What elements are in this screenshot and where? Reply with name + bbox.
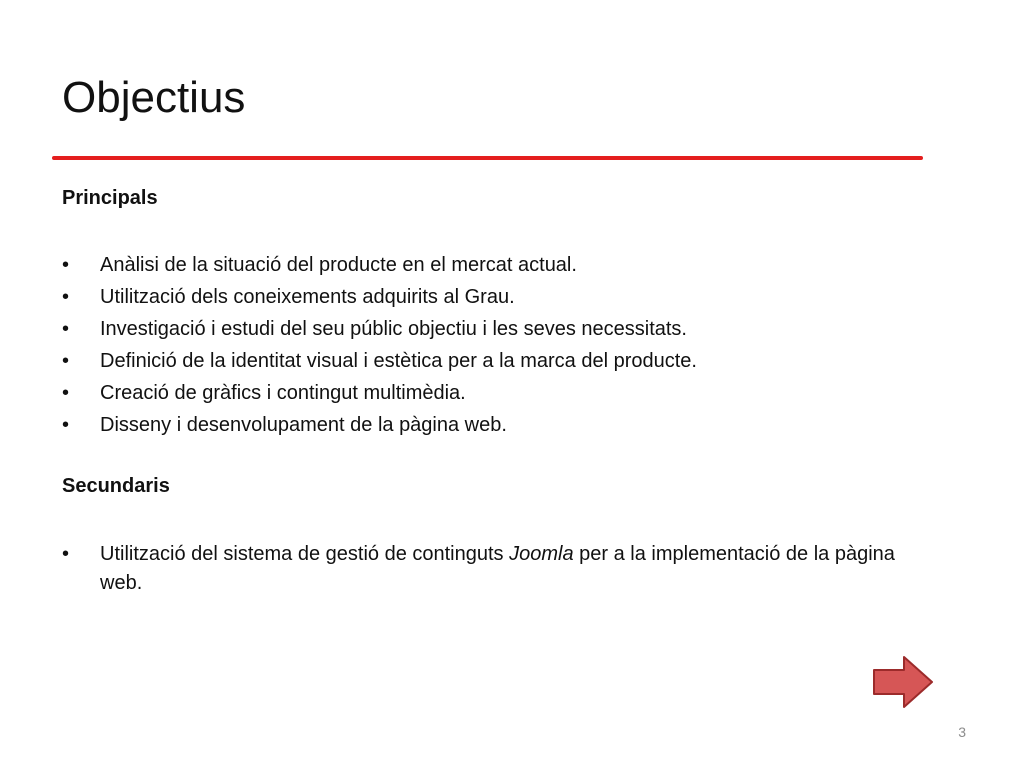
bullet-icon: • <box>62 286 70 308</box>
list-item <box>62 540 942 598</box>
page-number: 3 <box>958 724 966 740</box>
list-item-text <box>100 543 895 594</box>
list-item-text: Investigació i estudi del seu públic objectiu i les seves necessitats. <box>100 318 687 340</box>
joomla-emphasis: Joomla <box>509 543 574 565</box>
bullet-icon: • <box>62 382 70 404</box>
list-item <box>62 316 942 342</box>
list-item-text: Utilització dels coneixements adquirits al Grau. <box>100 286 515 308</box>
bullet-icon: • <box>62 543 70 565</box>
list-item-text-prefix: Utilització del sistema de gestió de continguts <box>100 543 510 565</box>
slide-content <box>62 184 942 604</box>
list-item-text: Disseny i desenvolupament de la pàgina web. <box>100 414 507 436</box>
list-item <box>62 412 942 438</box>
list-item <box>62 380 942 406</box>
bullet-icon: • <box>62 350 70 372</box>
list-item <box>62 252 942 278</box>
next-slide-button[interactable] <box>872 654 934 710</box>
bullet-icon: • <box>62 414 70 436</box>
list-item-text-suffix: per a la implementació de la pàgina web. <box>100 543 895 594</box>
secundaris-heading: Secundaris <box>62 475 170 497</box>
bullet-icon: • <box>62 318 70 340</box>
list-item <box>62 284 942 310</box>
secundaris-list <box>62 540 942 598</box>
list-item-text: Anàlisi de la situació del producte en el mercat actual. <box>100 254 577 276</box>
arrow-right-icon <box>872 654 934 710</box>
list-item-text: Definició de la identitat visual i estètica per a la marca del producte. <box>100 350 697 372</box>
list-item-text: Creació de gràfics i contingut multimèdia. <box>100 382 466 404</box>
list-item <box>62 348 942 374</box>
title-divider <box>52 156 923 160</box>
principals-heading: Principals <box>62 187 158 209</box>
slide-title: Objectius <box>62 73 246 122</box>
bullet-icon: • <box>62 254 70 276</box>
principals-list <box>62 252 942 438</box>
